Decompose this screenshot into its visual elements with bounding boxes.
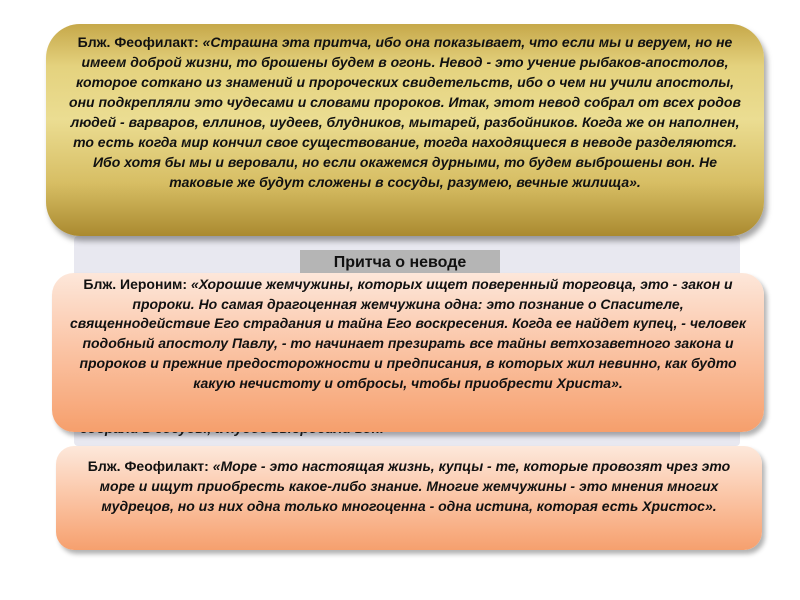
quote-text: «Море - это настоящая жизнь, купцы - те, которые провозят чрез это море и ищут приобресть какое-либо знание. Многие жемчужины - это мнения многих мудрецов, но из них одна только многоценна - одна истина, которая есть Христос». bbox=[99, 458, 731, 514]
quote-author: Блж. Иероним: bbox=[83, 276, 191, 292]
quote-author: Блж. Феофилакт: bbox=[77, 34, 203, 50]
background-title: Притча о неводе bbox=[333, 254, 467, 271]
quote-jerome-pearls bbox=[52, 273, 764, 432]
quote-text: «Страшна эта притча, ибо она показывает, что если мы и веруем, но не имеем доброй жизни, то брошены будем в огонь. Невод - это учение рыбаков-апостолов, которое соткано из знамений и пророческих свидетельств, ибо о чем ни учили апостолы, они подкрепляли это чудесами и словами пророков. Итак, этот невод собрал от всех родов людей - варваров, еллинов, иудеев, блудников, мытарей, разбойников. Когда же он наполнен, то есть когда мир кончил свое существование, тогда находящиеся в неводе разделяются. Ибо хотя бы мы и веровали, но если окажемся дурными, то будем выброшены вон. Не таковые же будут сложены в сосуды, разумею, вечные жилища». bbox=[69, 34, 741, 190]
quote-author: Блж. Феофилакт: bbox=[87, 458, 213, 474]
quote-theophylact-net bbox=[46, 24, 764, 236]
quote-text: «Хорошие жемчужины, которых ищет поверенный торговца, это - закон и пророки. Но самая драгоценная жемчужина одна: это познание о Спасителе, священнодействие Его страдания и тайна Его воскресения. Когда ее найдет купец, - человек подобный апостолу Павлу, - то начинает презирать все тайны ветхозаветного закона и пророков и прежние предосторожности и предписания, в которых жил невинно, как будто какую нечистоту и отбросы, чтобы приобрести Христа». bbox=[69, 276, 747, 391]
quote-theophylact-sea bbox=[56, 446, 762, 550]
